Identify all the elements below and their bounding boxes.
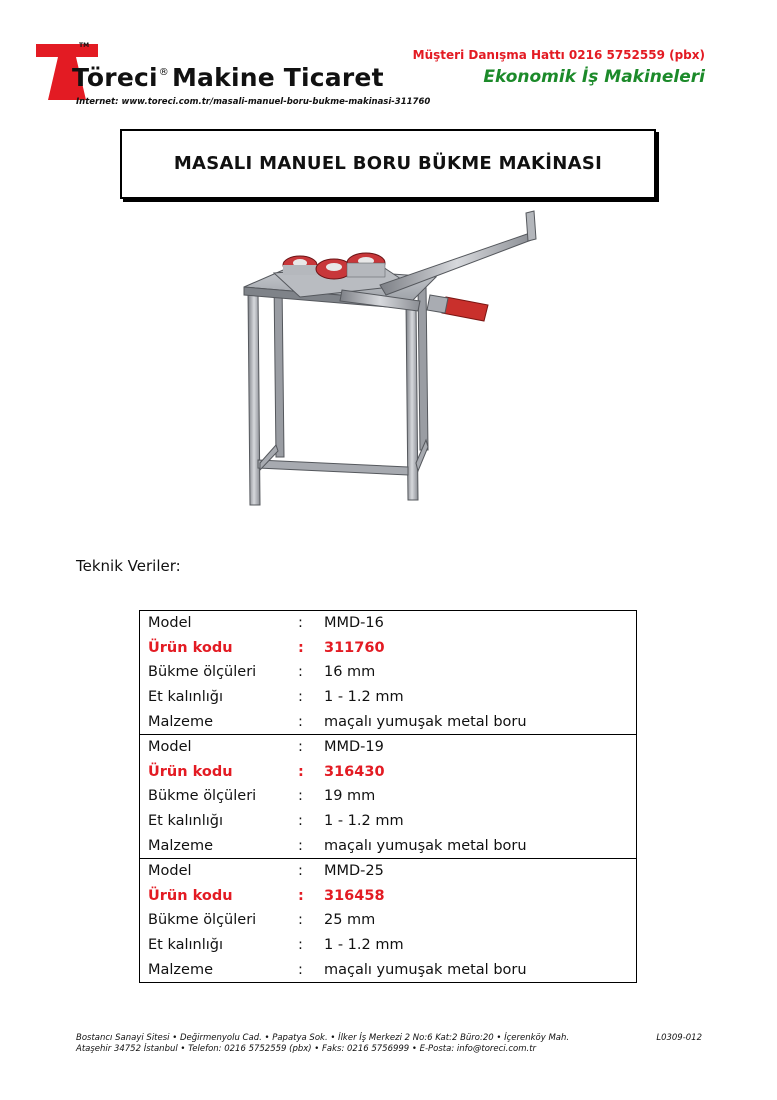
spec-value: MMD-16 <box>324 615 384 632</box>
footer-address: Bostancı Sanayi Sitesi • Değirmenyolu Cad. • Papatya Sok. • İlker İş Merkezi 2 No:6 Kat:2 Büro:20 • İçerenköy Mah. <box>76 1033 570 1043</box>
footer-contact: Ataşehir 34752 İstanbul • Telefon: 0216 5752559 (pbx) • Faks: 0216 5756999 • E-Posta: info@toreci.com.tr <box>76 1044 537 1054</box>
company-suffix: Makine Ticaret <box>171 63 384 92</box>
spec-row <box>140 809 637 834</box>
spec-group <box>140 858 637 982</box>
pipe-bending-machine-image <box>230 205 560 515</box>
spec-value: 1 - 1.2 mm <box>324 689 404 706</box>
spec-label: Et kalınlığı <box>148 689 224 706</box>
spec-row <box>140 884 637 909</box>
spec-value: 316458 <box>324 887 385 904</box>
spec-separator: : <box>298 937 303 954</box>
spec-value: maçalı yumuşak metal boru <box>324 837 527 854</box>
spec-value: 311760 <box>324 639 385 656</box>
spec-label: Bükme ölçüleri <box>148 788 257 805</box>
spec-row <box>140 660 637 685</box>
spec-group <box>140 611 637 735</box>
spec-label: Model <box>148 615 192 632</box>
document-number: L0309-012 <box>656 1033 702 1043</box>
registered-mark: ® <box>158 67 169 78</box>
spec-row <box>140 784 637 809</box>
spec-label: Model <box>148 863 192 880</box>
spec-separator: : <box>298 763 304 780</box>
spec-separator: : <box>298 689 303 706</box>
spec-label: Et kalınlığı <box>148 813 224 830</box>
spec-value: 316430 <box>324 763 385 780</box>
spec-row <box>140 933 637 958</box>
company-brand: Töreci <box>72 63 158 92</box>
product-url[interactable]: Internet: www.toreci.com.tr/masali-manuel-boru-bukme-makinasi-311760 <box>76 97 431 107</box>
spec-separator: : <box>298 713 303 730</box>
spec-label: Ürün kodu <box>148 763 233 780</box>
spec-separator: : <box>298 912 303 929</box>
spec-group <box>140 734 637 858</box>
spec-separator: : <box>298 664 303 681</box>
spec-row <box>140 858 637 883</box>
spec-separator: : <box>298 788 303 805</box>
page-title: MASALI MANUEL BORU BÜKME MAKİNASI <box>173 153 603 174</box>
spec-label: Ürün kodu <box>148 639 233 656</box>
spec-row <box>140 760 637 785</box>
spec-table <box>139 610 637 983</box>
spec-label: Bükme ölçüleri <box>148 912 257 929</box>
spec-label: Malzeme <box>148 961 214 978</box>
spec-separator: : <box>298 837 303 854</box>
spec-value: 1 - 1.2 mm <box>324 813 404 830</box>
spec-value: MMD-19 <box>324 739 384 756</box>
spec-separator: : <box>298 739 303 756</box>
spec-separator: : <box>298 863 303 880</box>
spec-label: Model <box>148 739 192 756</box>
spec-label: Malzeme <box>148 837 214 854</box>
spec-value: 25 mm <box>324 912 376 929</box>
spec-value: maçalı yumuşak metal boru <box>324 713 527 730</box>
slogan: Ekonomik İş Makineleri <box>483 67 705 87</box>
spec-row <box>140 957 637 982</box>
spec-separator: : <box>298 887 304 904</box>
spec-row <box>140 611 637 636</box>
spec-label: Et kalınlığı <box>148 937 224 954</box>
tech-specs-heading: Teknik Veriler: <box>76 557 181 575</box>
spec-label: Ürün kodu <box>148 887 233 904</box>
spec-value: 19 mm <box>324 788 376 805</box>
spec-row <box>140 709 637 734</box>
company-name <box>72 63 384 92</box>
spec-row <box>140 636 637 661</box>
trademark-mark: TM <box>79 42 90 49</box>
spec-label: Bükme ölçüleri <box>148 664 257 681</box>
title-box <box>120 129 656 199</box>
spec-separator: : <box>298 813 303 830</box>
spec-row <box>140 833 637 858</box>
spec-value: 1 - 1.2 mm <box>324 937 404 954</box>
spec-label: Malzeme <box>148 713 214 730</box>
spec-separator: : <box>298 961 303 978</box>
spec-row <box>140 685 637 710</box>
spec-separator: : <box>298 639 304 656</box>
spec-separator: : <box>298 615 303 632</box>
spec-value: MMD-25 <box>324 863 384 880</box>
spec-row <box>140 908 637 933</box>
spec-row <box>140 734 637 759</box>
customer-hotline: Müşteri Danışma Hattı 0216 5752559 (pbx) <box>412 48 705 62</box>
spec-value: 16 mm <box>324 664 376 681</box>
spec-value: maçalı yumuşak metal boru <box>324 961 527 978</box>
